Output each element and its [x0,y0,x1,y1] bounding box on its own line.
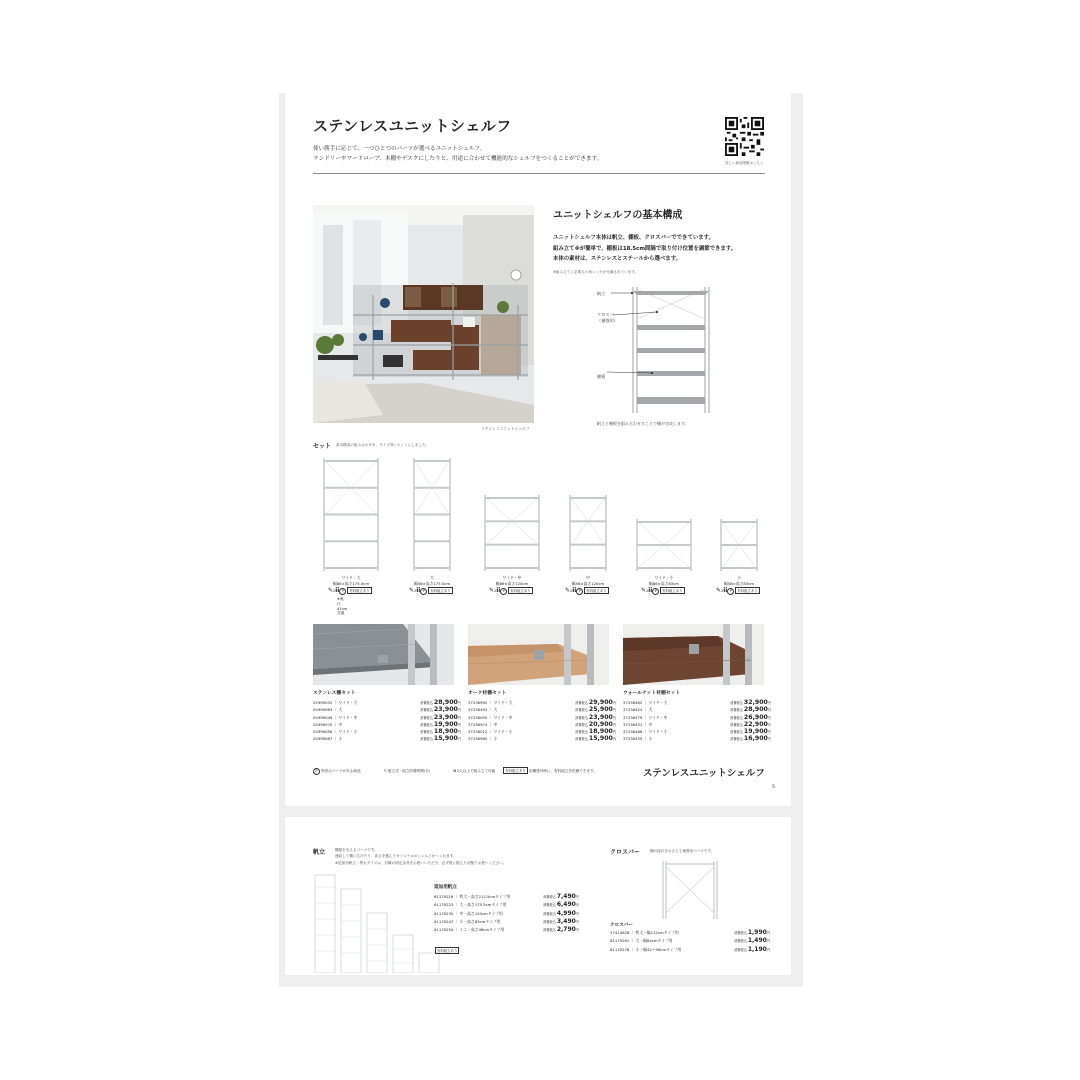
document-viewer[interactable] [279,93,803,987]
tax-label: 消費税込 [420,722,433,727]
legend [313,767,597,775]
price-row [468,735,616,742]
price: 消費税込19,900円 [420,720,461,728]
price-row [313,699,461,706]
upright-paid-badge: 有料組立あり [437,949,458,953]
price-row [434,918,579,926]
assembly-time-icon: ✎ [565,587,571,594]
upright-illustration [313,873,443,973]
two-persons-icon: ii [335,587,340,594]
yen-label: 円 [457,708,461,713]
parts-icon: P [339,588,346,595]
intro-text: 使い勝手に応じて、一つひとつのパーツが選べるユニットシェルフ。 ランドリーやワードローブ、本棚やデスクにしたりと、用途に合わせて機能的なシェルフをつくることができます。 [313,146,603,162]
product-code: 61179278 ｜ 小・幅42〜56cmタイプ用 [610,946,682,952]
assembly-time-icon: ✎ [383,769,387,773]
page-title: ステンレスユニットシェルフ [313,117,512,135]
price-row [434,910,579,918]
product-code: 02999049 ｜ ワイド・中 [313,714,358,720]
assembly-time-icon: ✎ [409,587,415,594]
price-row [434,901,579,909]
product-code: 37236012 ｜ ワイド・小 [468,729,513,735]
tax-label: 消費税込 [543,903,556,908]
tax-label: 消費税込 [730,708,743,713]
price-table [623,689,771,743]
product-code: 37236974 ｜ 中 [468,721,498,727]
price-row [434,893,579,901]
two-persons-icon: ii [496,587,501,594]
price-row [468,721,616,728]
set-name: 小 [737,575,741,580]
paid-assembly-badge: 有料組立あり [510,589,531,593]
product-code: 37236462 ｜ ワイド・大 [623,700,668,705]
tax-label: 消費税込 [730,730,743,735]
price: 消費税込4,990円 [543,909,579,917]
set-note: 基本構成の組み合わせを、サイズ別にセットにしました。 [336,443,430,447]
price: 消費税込3,490円 [543,917,579,925]
assembly-time-icon: ✎ [641,587,647,594]
product-code: 37236479 ｜ ワイド・中 [623,714,668,720]
paid-assembly-badge: 有料組立あり [737,589,758,593]
tax-label: 消費税込 [420,730,433,735]
tax-label: 消費税込 [730,722,743,727]
basic-structure-heading: ユニットシェルフの基本構成 [553,210,683,221]
tax-label: 消費税込 [730,701,743,705]
tax-label: 消費税込 [420,737,433,742]
tax-label: 消費税込 [575,737,588,742]
price: 消費税込6,490円 [543,901,579,909]
label-upright: 帆立 [597,291,606,296]
crossbar-price-list [610,929,770,954]
product-code: 37236455 ｜ 小 [623,736,653,742]
product-code: 37236985 ｜ 小 [468,736,498,742]
product-code: 37236424 ｜ 大 [623,707,653,713]
tax-label: 消費税込 [543,928,556,933]
yen-label: 円 [575,895,579,899]
price: 消費税込7,490円 [543,893,579,900]
diagram-caption: 帆立と棚板を組み合わせることで棚が完成します。 [597,421,689,426]
price: 消費税込16,900円 [730,735,771,743]
yen-label: 円 [766,947,770,952]
assembly-persons: 2 [333,589,336,593]
two-persons-icon: ii [416,587,421,594]
structure-diagram [597,285,717,415]
product-code: 37236992 ｜ ワイド・大 [468,700,513,705]
set-icons [716,587,760,595]
assembly-persons: 2 [570,589,573,593]
set-size: 幅58×高さ175.5cm [413,581,451,586]
set-icons [565,587,609,595]
paid-assembly-badge: 有料組立あり [586,589,607,593]
price-row [313,706,461,713]
two-persons-icon: ii [572,587,577,594]
tax-label: 消費税込 [730,715,743,720]
price: 消費税込28,900円 [420,699,461,706]
label-crossbar: クロスバー （補強用） [597,312,618,323]
tax-label: 消費税込 [543,895,556,899]
crossbar-illustration [661,861,719,919]
price: 消費税込32,900円 [730,699,771,706]
yen-label: 円 [767,737,771,742]
legend-parts: 別売のパーツがある商品 [321,769,361,773]
price-row [623,699,771,706]
assembly-persons: 2 [721,589,724,593]
price: 消費税込15,900円 [420,735,461,743]
oak-closeup-photo [468,624,609,685]
product-code: 61179216 ｜ 特大・高さ212.5cmタイプ用 [434,894,511,899]
parts-icon: P [727,588,734,595]
tax-label: 消費税込 [575,722,588,727]
parts-icon: P [500,588,507,595]
set-size: 幅86×高さ120cm [495,581,529,586]
set-icons [409,587,453,595]
price: 消費税込18,900円 [575,728,616,736]
shelf-illustration [322,458,380,571]
product-code: 02999070 ｜ 中 [313,721,343,727]
price-row [468,706,616,713]
price: 消費税込23,900円 [575,713,616,721]
product-code: 02999032 ｜ ワイド・大 [313,700,358,705]
catalog-page-5 [285,93,791,806]
tax-label: 消費税込 [420,708,433,713]
stainless-closeup-photo [313,624,454,685]
upright-price-list [434,893,579,934]
price-row [623,706,771,713]
product-code: 61179261 ｜ 大・幅84cmタイプ用 [610,938,673,944]
page-number: 5 [772,785,775,790]
shelf-illustration [635,519,693,571]
assembly-persons: 2 [494,589,497,593]
set-name: 大 [430,575,434,580]
tax-label: 消費税込 [543,911,556,916]
qr-caption: 詳しい商品情報はこちら [725,161,764,165]
basic-structure-text: ユニットシェルフ本体は帆立、棚板、クロスバーでできています。 組み立て※が簡単で、棚板は18.5cm間隔で取り付け位置を調節できます。 本体の素材は、ステンレスとスチールから選べます。 [553,235,737,262]
photo-caption: ステンレスユニットシェルフ [481,426,530,431]
yen-label: 円 [767,715,771,720]
upright-description: 棚板を支えるパーツです。 連結して横に広げたり、高さを選んでオリジナルのシェルフがつくれます。 ※追加用帆立・特大サイズは、付属の固定金具をお使いいただき、必ず壁に据えた状態でお使いください。 [335,848,507,865]
tax-label: 消費税込 [734,947,747,952]
shelf-illustration [568,495,608,571]
upright-heading: 帆立 [313,849,326,856]
price: 消費税込1,990円 [734,929,770,936]
price: 消費税込25,900円 [575,706,616,714]
price-row [610,929,770,937]
assembly-persons: 2 [414,589,417,593]
yen-label: 円 [457,730,461,735]
set-size: 幅86×高さ175.5cm [332,581,370,586]
crossbar-heading: クロスバー [610,849,641,856]
price-row [313,728,461,735]
product-code: 02999056 ｜ ワイド・小 [313,729,358,735]
set-icons [489,587,533,595]
set-size: 幅86×高さ83cm [648,581,680,586]
yen-label: 円 [767,722,771,727]
yen-label: 円 [457,722,461,727]
legend-persons: 2人以上で組み立て可能 [457,769,496,773]
set-heading: セット [313,443,332,450]
set-name: ワイド・小 [654,575,674,580]
price-table [313,689,461,743]
two-persons-icon: ii [648,587,653,594]
price: 消費税込29,900円 [575,699,616,706]
two-persons-icon: ii [723,587,728,594]
price-row [623,735,771,742]
yen-label: 円 [575,919,579,924]
paid-assembly-badge: 有料組立あり [349,589,370,593]
product-code: 37236005 ｜ ワイド・中 [468,714,513,720]
price: 消費税込1,490円 [734,937,770,945]
price-row [313,735,461,742]
set-size: 幅58×高さ83cm [723,581,755,586]
product-code: 02999087 ｜ 小 [313,736,343,742]
price-table-title: ウォールナット材棚セット [623,691,681,696]
price: 消費税込22,900円 [730,720,771,728]
set-name: 中 [586,575,590,580]
product-code: 61179230 ｜ 中・高さ120cmタイプ用 [434,910,503,916]
yen-label: 円 [766,931,770,935]
price: 消費税込23,900円 [420,706,461,714]
upright-subheading: 追加用帆立 [434,885,457,890]
yen-label: 円 [612,708,616,713]
parts-icon: P [420,588,427,595]
price-row [434,926,579,934]
price-row [623,721,771,728]
legend-paid: 店舗受付時に、有料組立を依頼できます。 [528,769,597,773]
tax-label: 消費税込 [575,708,588,713]
product-code: 37236493 ｜ 大 [468,707,498,713]
crossbar-subheading: クロスバー [610,923,633,928]
tax-label: 消費税込 [575,701,588,705]
product-code: 61179247 ｜ 小・高さ83cmタイプ用 [434,918,501,924]
price-table-title: ステンレス棚セット [313,691,356,696]
paid-assembly-badge: 有料組立あり [662,589,683,593]
price-row [610,946,770,954]
product-code: 37236486 ｜ ワイド・小 [623,729,668,735]
price-table [468,689,616,743]
label-shelfboard: 棚板 [597,374,606,379]
legend-paid-badge: 有料組立あり [505,769,526,773]
assembly-persons: 2 [646,589,649,593]
paid-assembly-badge: 有料組立あり [430,589,451,593]
shelf-illustration [412,458,452,571]
walnut-closeup-photo [623,624,764,685]
price-row [623,728,771,735]
price: 消費税込20,900円 [575,720,616,728]
yen-label: 円 [612,737,616,742]
price-row [313,721,461,728]
price-table-title: オーク材棚セット [468,691,507,696]
price-row [610,937,770,945]
product-code: 37414628 ｜ 特大・幅112cmタイプ用 [610,930,679,935]
qr-code-icon[interactable] [725,117,764,156]
tax-label: 消費税込 [420,701,433,705]
price: 消費税込28,900円 [730,706,771,714]
price-row [468,699,616,706]
interior-photo [313,205,534,423]
tax-label: 消費税込 [734,931,747,935]
parts-icon: P [313,768,320,775]
yen-label: 円 [767,730,771,735]
tax-label: 消費税込 [730,737,743,742]
price-row [468,714,616,721]
shelf-illustration [719,519,759,571]
yen-label: 円 [575,911,579,916]
price: 消費税込26,900円 [730,713,771,721]
shelf-illustration [483,495,541,571]
price: 消費税込2,790円 [543,926,579,934]
yen-label: 円 [457,737,461,742]
price: 消費税込18,900円 [420,728,461,736]
two-persons-icon: ii [453,769,456,773]
yen-label: 円 [575,928,579,933]
price-row [623,714,771,721]
tax-label: 消費税込 [575,715,588,720]
price: 消費税込19,900円 [730,728,771,736]
yen-label: 円 [457,701,461,705]
set-extra-note: ※奥行41cm共通 [337,597,348,615]
divider [313,173,765,174]
price: 消費税込1,190円 [734,945,770,953]
set-size: 幅58×高さ120cm [571,581,605,586]
yen-label: 円 [457,715,461,720]
product-code: 37236431 ｜ 中 [623,721,653,727]
tax-label: 消費税込 [575,730,588,735]
yen-label: 円 [575,903,579,908]
set-name: ワイド・大 [341,575,361,580]
brand-footer: ステンレスユニットシェルフ [643,768,765,779]
catalog-page-6 [285,817,791,975]
yen-label: 円 [767,708,771,713]
assembly-time-icon: ✎ [328,587,334,594]
yen-label: 円 [612,715,616,720]
yen-label: 円 [766,939,770,944]
upright-badge-wrap [434,937,459,956]
set-name: ワイド・中 [502,575,522,580]
tax-label: 消費税込 [420,715,433,720]
price: 消費税込15,900円 [575,735,616,743]
assembly-note: ※組み立てに必要な六角レンチが付属されています。 [553,270,639,274]
crossbar-description: 棚の揺れをおさえる補強用パーツです。 [650,849,715,853]
assembly-time-icon: ✎ [489,587,495,594]
yen-label: 円 [612,730,616,735]
price-row [313,714,461,721]
yen-label: 円 [612,701,616,705]
product-code: 61179254 ｜ ミニ・高さ46cmタイプ用 [434,927,505,933]
assembly-time-icon: ✎ [716,587,722,594]
yen-label: 円 [767,701,771,705]
product-code: 61179223 ｜ 大・高さ175.5cmタイプ用 [434,902,507,908]
tax-label: 消費税込 [543,919,556,924]
set-icons [641,587,685,595]
legend-time: 組立式・組立所要時間(分) [387,769,431,773]
price: 消費税込23,900円 [420,713,461,721]
product-code: 02999063 ｜ 大 [313,707,343,713]
yen-label: 円 [612,722,616,727]
price-row [468,728,616,735]
tax-label: 消費税込 [734,939,747,944]
set-icons [328,587,372,595]
parts-icon: P [576,588,583,595]
parts-icon: P [652,588,659,595]
